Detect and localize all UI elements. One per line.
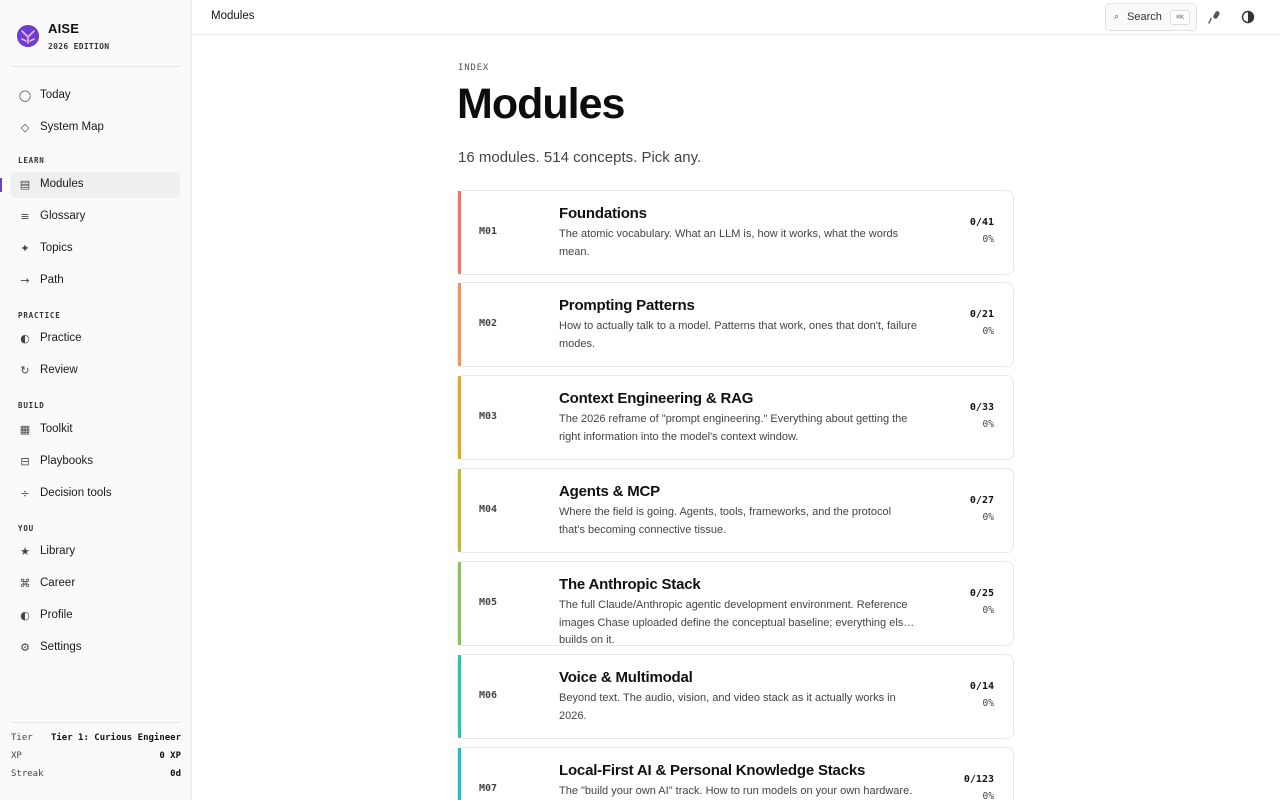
page-subtitle: 16 modules. 514 concepts. Pick any. — [458, 149, 702, 166]
stat-tier: Tier Tier 1: Curious Engineer — [11, 733, 181, 743]
sidebar-item-modules[interactable] — [11, 172, 180, 198]
brand-logo-icon — [17, 25, 39, 47]
diamond-icon: ◇ — [20, 121, 30, 134]
module-accent — [458, 562, 461, 645]
page-title: Modules — [457, 80, 625, 128]
module-progress-count: 0/25 — [969, 588, 994, 599]
half-circle-icon: ◐ — [20, 332, 30, 345]
sparkle-icon: ✦ — [20, 242, 30, 255]
module-accent — [458, 376, 461, 459]
circle-icon: ◯ — [18, 89, 32, 102]
module-description: The "build your own AI" track. How to run models on your own hardware. — [559, 785, 913, 797]
module-accent — [458, 748, 461, 800]
sidebar-divider — [11, 722, 181, 723]
sidebar-item-label: Glossary — [40, 210, 86, 222]
star-icon: ★ — [20, 545, 30, 558]
sidebar-item-label: Career — [40, 577, 76, 589]
module-card[interactable] — [457, 561, 1014, 646]
sidebar-item-label: Review — [40, 364, 78, 376]
module-card[interactable] — [457, 654, 1014, 739]
module-title: Context Engineering & RAG — [559, 390, 754, 407]
search-icon: ⌕ — [1114, 11, 1120, 21]
sidebar-item-label: Today — [40, 89, 71, 101]
gear-icon: ⚙ — [20, 641, 30, 654]
sidebar-item-today[interactable] — [11, 83, 180, 109]
module-progress-percent: 0% — [982, 419, 994, 430]
sidebar-item-system-map[interactable] — [11, 115, 180, 141]
search-shortcut: ⌘K — [1170, 10, 1190, 25]
sidebar-item-library[interactable] — [11, 539, 180, 565]
module-title: Voice & Multimodal — [559, 669, 693, 686]
module-accent — [458, 283, 461, 366]
command-icon: ⌘ — [19, 577, 31, 590]
module-progress-count: 0/41 — [969, 217, 994, 228]
module-card[interactable] — [457, 468, 1014, 553]
module-description: The atomic vocabulary. What an LLM is, how it works, what the words mean. — [559, 228, 899, 258]
sidebar-item-toolkit[interactable] — [11, 417, 180, 443]
lines-icon: ≡ — [20, 210, 30, 223]
nav-section-practice: PRACTICE — [18, 311, 61, 320]
sidebar-item-label: Path — [40, 274, 64, 286]
sidebar-item-label: Modules — [40, 178, 84, 190]
page-kicker: INDEX — [458, 63, 490, 73]
search-button[interactable] — [1105, 3, 1197, 31]
sidebar-item-label: Toolkit — [40, 423, 73, 435]
module-code: M07 — [479, 783, 498, 794]
module-description: Where the field is going. Agents, tools, frameworks, and the protocol that's becoming connective tissue. — [559, 506, 892, 536]
module-code: M02 — [479, 318, 498, 329]
sidebar-item-topics[interactable] — [11, 236, 180, 262]
module-progress-percent: 0% — [982, 605, 994, 616]
module-progress-count: 0/21 — [969, 309, 994, 320]
module-code: M06 — [479, 690, 498, 701]
module-progress-percent: 0% — [982, 234, 994, 245]
user-stats — [11, 733, 181, 787]
sidebar-item-label: Decision tools — [40, 487, 112, 499]
module-code: M01 — [479, 226, 498, 237]
module-title: The Anthropic Stack — [559, 576, 701, 593]
sidebar — [0, 0, 192, 800]
sidebar-item-label: Playbooks — [40, 455, 94, 467]
nav-section-build: BUILD — [18, 401, 45, 410]
module-title: Agents & MCP — [559, 483, 660, 500]
nav-section-learn: LEARN — [18, 156, 45, 165]
sidebar-item-settings[interactable] — [11, 635, 180, 661]
grid-icon: ▤ — [19, 178, 31, 191]
sidebar-item-label: Practice — [40, 332, 82, 344]
sidebar-item-label: Settings — [40, 641, 82, 653]
stat-xp: XP 0 XP — [11, 751, 181, 761]
sidebar-item-profile[interactable] — [11, 603, 180, 629]
module-progress-percent: 0% — [982, 791, 994, 802]
arrow-right-icon: → — [20, 274, 30, 287]
brand-edition: 2026 EDITION — [48, 42, 110, 51]
module-code: M05 — [479, 597, 498, 608]
module-card[interactable] — [457, 747, 1014, 800]
sidebar-item-label: Library — [40, 545, 76, 557]
module-description: The full Claude/Anthropic agentic development environment. Reference images Chase uploaded define the conceptual baseline; everything else builds on it. — [559, 599, 910, 646]
sidebar-item-review[interactable] — [11, 358, 180, 384]
topbar — [192, 0, 1280, 35]
book-icon: ⊟ — [20, 455, 30, 468]
sidebar-item-label: Profile — [40, 609, 73, 621]
sidebar-item-practice[interactable] — [11, 326, 180, 352]
module-title: Local-First AI & Personal Knowledge Stacks — [559, 762, 866, 779]
module-card[interactable] — [457, 190, 1014, 275]
search-label: Search — [1127, 11, 1162, 23]
half-circle-icon: ◐ — [20, 609, 30, 622]
module-description: How to actually talk to a model. Patterns that work, ones that don't, failure modes. — [559, 320, 917, 350]
module-progress-count: 0/33 — [969, 402, 994, 413]
sidebar-item-playbooks[interactable] — [11, 449, 180, 475]
module-card[interactable] — [457, 282, 1014, 367]
module-progress-percent: 0% — [982, 326, 994, 337]
stat-streak: Streak 0d — [11, 769, 181, 779]
module-title: Foundations — [559, 205, 647, 222]
module-progress-percent: 0% — [982, 512, 994, 523]
sidebar-item-career[interactable] — [11, 571, 180, 597]
module-code: M04 — [479, 504, 498, 515]
sidebar-item-label: Topics — [40, 242, 73, 254]
microphone-icon[interactable] — [1207, 9, 1223, 25]
active-indicator — [0, 178, 2, 192]
brand-name: AISE — [48, 21, 80, 36]
sidebar-item-label: System Map — [40, 121, 104, 133]
module-progress-count: 0/123 — [963, 774, 994, 785]
module-accent — [458, 191, 461, 274]
module-description: The 2026 reframe of "prompt engineering." Everything about getting the right information into the model's context window. — [559, 413, 908, 443]
brand[interactable] — [17, 20, 187, 60]
sidebar-item-glossary[interactable] — [11, 204, 180, 230]
module-title: Prompting Patterns — [559, 297, 695, 314]
divide-icon: ÷ — [20, 487, 30, 500]
module-card[interactable] — [457, 375, 1014, 460]
module-code: M03 — [479, 411, 498, 422]
toolbox-icon: ▦ — [19, 423, 31, 436]
sidebar-item-decision-tools[interactable] — [11, 481, 180, 507]
refresh-icon: ↻ — [20, 364, 30, 377]
module-accent — [458, 469, 461, 552]
sidebar-item-path[interactable] — [11, 268, 180, 294]
nav-section-you: YOU — [18, 524, 34, 533]
module-description: Beyond text. The audio, vision, and video stack as it actually works in 2026. — [559, 692, 896, 722]
module-progress-count: 0/27 — [969, 495, 994, 506]
module-progress-percent: 0% — [982, 698, 994, 709]
topbar-title: Modules — [211, 10, 255, 22]
sidebar-divider — [11, 66, 181, 67]
theme-toggle-icon[interactable] — [1241, 10, 1255, 24]
module-accent — [458, 655, 461, 738]
module-progress-count: 0/14 — [969, 681, 994, 692]
